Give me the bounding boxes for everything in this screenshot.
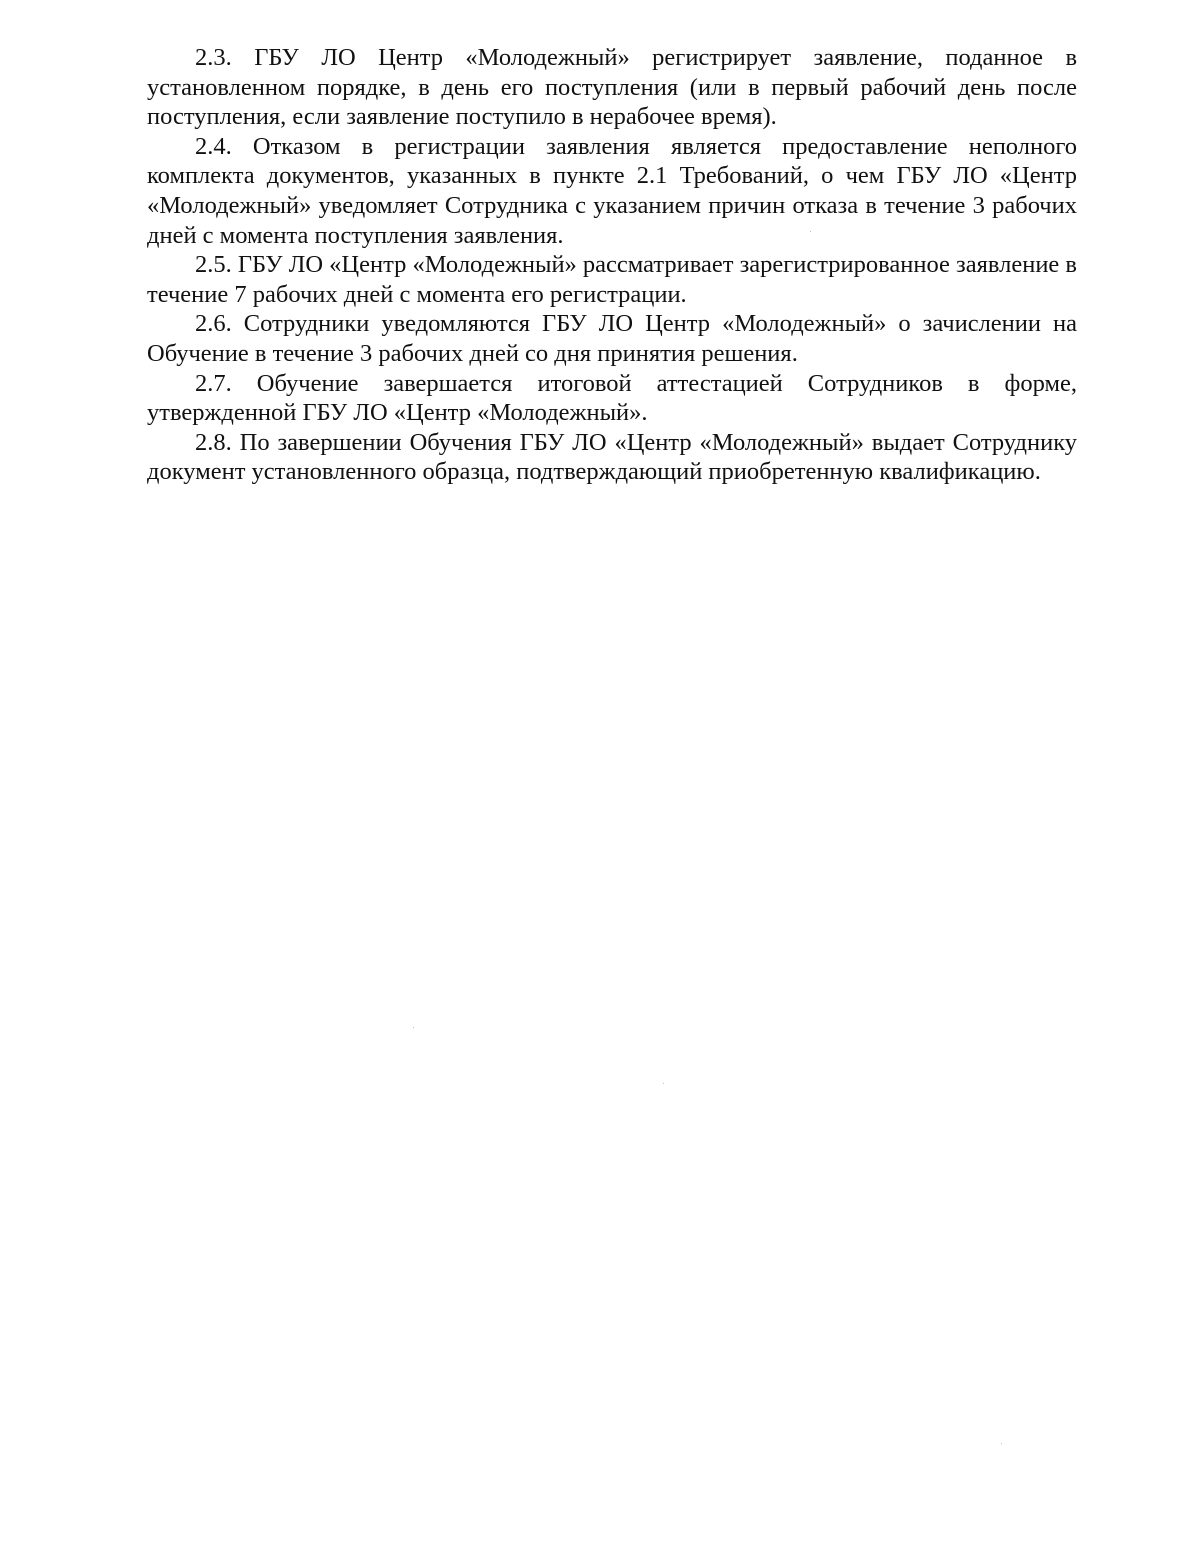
paragraph-number: 2.5. [195,251,232,279]
paragraph-2-4 [147,132,1077,250]
paragraph-number: 2.3. [195,44,232,71]
paragraph-number: 2.7. [195,369,232,397]
scan-speck [810,231,811,232]
paragraph-text: Обучение завершается итоговой аттестацией Сотрудников в форме, утвержденной ГБУ ЛО «Центр «Молодежный». [147,369,1078,427]
paragraph-text: ГБУ ЛО Центр «Молодежный» регистрирует заявление, поданное в установленном порядке, в день его поступления (или в первый рабочий день после поступления, если заявление поступило в нерабочее время). [147,44,1078,131]
document-body [147,43,1077,487]
paragraph-text: По завершении Обучения ГБУ ЛО «Центр «Молодежный» выдает Сотруднику документ установленного образца, подтверждающий приобретенную квалификацию. [147,428,1078,486]
paragraph-text: Отказом в регистрации заявления является предоставление неполного комплекта документов, указанных в пункте 2.1 Требований, о чем ГБУ ЛО «Центр «Молодежный» уведомляет Сотрудника с указанием причин отказа в течение 3 рабочих дней с момента поступления заявления. [147,132,1078,249]
paragraph-2-7 [147,369,1077,428]
paragraph-text: Сотрудники уведомляются ГБУ ЛО Центр «Молодежный» о зачислении на Обучение в течение 3 рабочих дней со дня принятия решения. [147,310,1078,367]
paragraph-2-6 [147,309,1077,368]
paragraph-number: 2.4. [195,132,232,160]
paragraph-2-3 [147,43,1077,132]
scan-speck [413,1027,414,1028]
scan-speck [1001,1443,1002,1444]
scan-speck [663,1083,664,1084]
paragraph-2-5 [147,250,1077,309]
paragraph-2-8 [147,428,1077,487]
paragraph-number: 2.6. [195,310,232,338]
paragraph-number: 2.8. [195,428,232,456]
paragraph-text: ГБУ ЛО «Центр «Молодежный» рассматривает зарегистрированное заявление в течение 7 рабочих дней с момента его регистрации. [147,251,1078,308]
